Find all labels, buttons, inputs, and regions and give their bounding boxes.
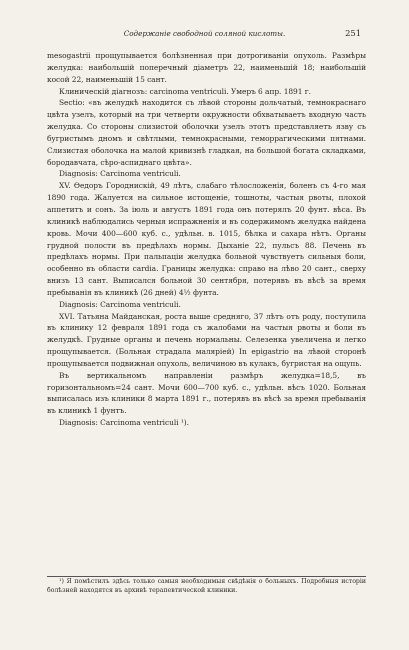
footnote: ¹) Я помѣстилъ здѣсь только самыя необходимыя свѣдѣнія о больныхъ. Подробныя исторіи болѣзней находятся въ архивѣ терапевтической клиники. <box>47 578 366 595</box>
diagnosis-line: Diagnosis: Carcinoma ventriculi ¹). <box>59 418 189 428</box>
paragraph-stomach-size: Въ вертикальномъ направленіи размѣръ желудка=18,5, въ горизонтальномъ=24 сант. Мочи 600—700 куб. с., удѣльн. вѣсъ 1020. Больная выписалась изъ клиники 8 марта 1891 г., потерявъ въ вѣсѣ за время пребыванія въ клиникѣ 1 фунтъ. <box>47 370 366 416</box>
case-xvi: XVI. Татьяна Майданская, роста выше средняго, 37 лѣтъ отъ роду, поступила въ клинику 12 февраля 1891 года съ жалобами на частыя рвоты и боли въ желудкѣ. Грудные органы и печень нормальны. Селезенка увеличена и легко прощупывается. (Больная страдала маляріей) In epigastrio на лѣвой сторонѣ прощупывается подвижная опухоль, величиною въ кулакъ, бугристая на ощупь. <box>47 311 366 368</box>
paragraph-clinical-diagnosis: Клиническій діагнозъ: carcinoma ventriculi. Умеръ 6 апр. 1891 г. <box>59 86 311 96</box>
diagnosis-line: Diagnosis: Carcinoma ventriculi. <box>59 299 181 309</box>
running-title: Содержаніе свободной соляной кислоты. <box>123 29 286 38</box>
page-header <box>0 28 409 42</box>
diagnosis-line: Diagnosis: Carcinoma ventriculi. <box>59 169 181 179</box>
main-text <box>47 50 366 429</box>
case-xv: XV. Ѳедоръ Городнискій, 49 лѣтъ, слабаго тѣлосложенія, боленъ съ 4-го мая 1890 года. Жалуется на сильное истощеніе, тошноты, частыя рвоты, плохой аппетитъ и сонъ. За іюль и августъ 1891 года онъ потерялъ 20 фунт. вѣса. Въ клиникѣ наблюдались черныя испражненія и въ содержимомъ желудка найдена кровь. Мочи 400—600 куб. с., удѣльн. в. 1015, бѣлка и сахара нѣтъ. Органы грудной полости въ предѣлахъ нормы. Дыханіе 22, пульсъ 88. Печень въ предѣлахъ нормы. При пальпаціи желудка больной чувствуетъ сильныя боли, особенно въ области cardia. Границы желудка: справо на лѣво 20 сант., сверху внизъ 13 сант. Выписался больной 30 сентября, потерявъ въ вѣсѣ за время пребыванія въ клиникѣ (26 дней) 4½ фунта. <box>47 181 366 297</box>
footnotes <box>47 576 366 596</box>
paragraph-sectio: Sectio: «въ желудкѣ находится съ лѣвой стороны дольчатый, темнокраснаго цвѣта узелъ, который на три четверти окружности обхватываетъ входную часть желудка. Со стороны слизистой оболочки узелъ этотъ представляетъ язву съ бугристымъ дномъ и свѣтлыми, темнокрасными, геморрагическими пятнами. Слизистая оболочка на малой кривизнѣ гладкая, на большой богата складками, бородавчата, сѣро-аспиднаго цвѣта». <box>47 98 366 167</box>
page-number: 251 <box>345 28 361 38</box>
paragraph-continuation: mesogastrii прощупывается болѣзненная при дотрогиваніи опухоль. Размѣры желудка: наибольшій поперечный діаметръ 22, наименьшій 18; наибольшій косой 22, наименьшій 15 сант. <box>47 51 366 84</box>
